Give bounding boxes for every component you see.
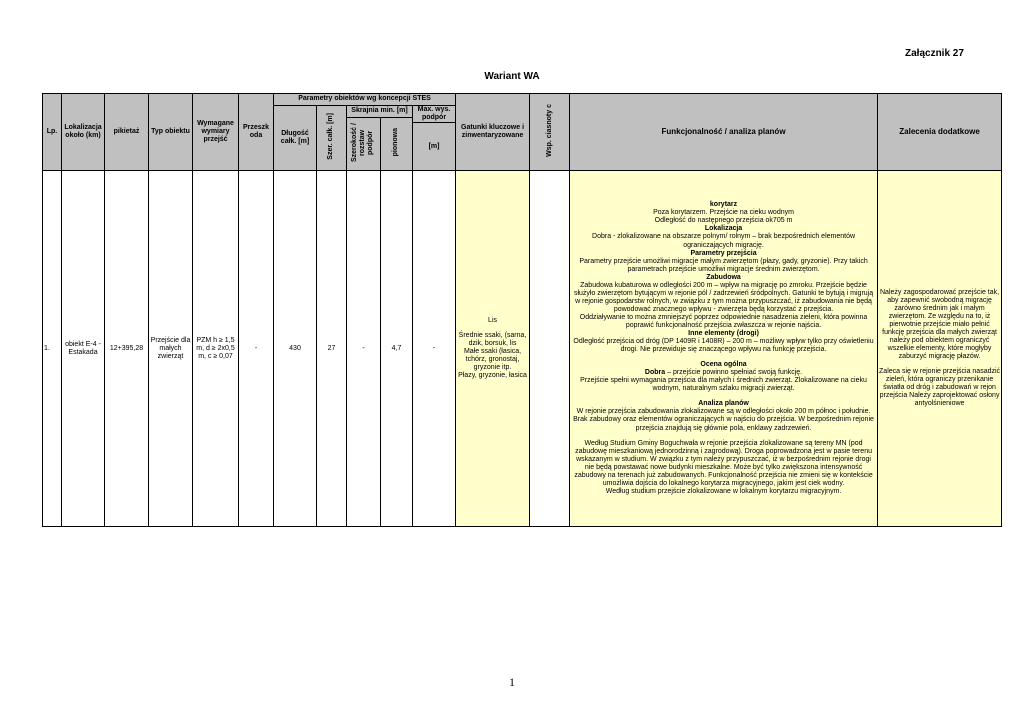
section-heading: Inne elementy (drogi) xyxy=(688,330,759,338)
col-obstacle: Przeszk oda xyxy=(239,94,274,171)
species-line: Płazy, gryzonie, łasica xyxy=(458,372,527,380)
cell-length: 430 xyxy=(274,171,317,527)
col-support-width: Szerokość / rozstaw podpór xyxy=(347,118,381,171)
cell-functionality xyxy=(570,171,878,527)
cell-width-total: 27 xyxy=(317,171,347,527)
col-max-height-group: Max. wys. podpór xyxy=(413,106,456,123)
species-line: Średnie ssaki, (sarna, dzik, borsuk, lis xyxy=(458,331,527,348)
table-row xyxy=(43,171,1002,527)
col-length: Długość całk. [m] xyxy=(274,106,317,171)
col-species: Gatunki kluczowe i zinwentaryzowane xyxy=(456,94,530,171)
attachment-label: Załącznik 27 xyxy=(905,48,964,59)
cell-location: obiekt E-4 - Estakada xyxy=(62,171,105,527)
cell-lp: 1. xyxy=(43,171,62,527)
cell-recommendations xyxy=(878,171,1002,527)
cell-tightness xyxy=(530,171,570,527)
col-clearance-group: Skrajnia min. [m] xyxy=(347,106,413,118)
col-lp: Lp. xyxy=(43,94,62,171)
col-picket: pikietaż xyxy=(105,94,149,171)
cell-max-height: - xyxy=(413,171,456,527)
paragraph xyxy=(571,369,876,377)
crossing-parameters-table xyxy=(42,93,1002,527)
paragraph: Parametry przejście umożliwi migracje małym zwierzętom (płazy, gady, gryzonie). Przy takich parametrach przejście umożliwi migracje średnim zwierzętom. xyxy=(579,257,868,273)
variant-title: Wariant WA xyxy=(484,71,540,82)
col-recommendations: Zalecenia dodatkowe xyxy=(878,94,1002,171)
paragraph: Dobra - zlokalizowane na obszarze polnym/ rolnym – brak bezpośrednich elementów ograniczających migrację. xyxy=(592,233,856,249)
species-line: Małe ssaki (łasica, tchórz, gronostaj, gryzonie itp. xyxy=(463,348,522,372)
col-location: Lokalizacja około (km) xyxy=(62,94,105,171)
section-heading: Zabudowa xyxy=(706,273,741,281)
section-heading: Ocena ogólna xyxy=(700,361,747,369)
col-required-dimensions: Wymagane wymiary przejść xyxy=(193,94,239,171)
col-width-total: Szer. całk. [m] xyxy=(317,106,347,171)
species-line: Lis xyxy=(488,316,497,324)
cell-support-width: - xyxy=(347,171,381,527)
cell-vertical: 4,7 xyxy=(381,171,413,527)
col-params-group: Parametry obiektów wg koncepcji STES xyxy=(274,94,456,106)
col-functionality: Funkcjonalność / analiza planów xyxy=(570,94,878,171)
rating-text: – przejście powinno spełniać swoją funkcję. xyxy=(665,369,803,377)
paragraph: Zabudowa kubaturowa w odległości 200 m – wpływ na migrację po zmroku. Przejście będzie służyło zwierzętom bytującym w rejonie pól / zadrzewień śródpolnych. Gatunki te bytują i migrują w rejonie gospodarstw rolnych, w związku z tym można przypuszczać, iż zabudowania nie będą powodować znacznego wpływu - zwierzęta będą korzystać z przejścia. xyxy=(573,281,874,313)
cell-picket: 12+395,28 xyxy=(105,171,149,527)
col-vertical: pionowa xyxy=(381,118,413,171)
section-heading: Parametry przejścia xyxy=(690,249,757,257)
section-heading: Lokalizacja xyxy=(704,225,743,233)
col-tightness: Wsp. ciasnoty c xyxy=(530,94,570,171)
paragraph: Przejście spełni wymagania przejścia dla małych i średnich zwierząt. Zlokalizowane na cieku wodnym, naturalnym szlaku migracji zwierząt. xyxy=(580,377,867,393)
cell-obstacle: - xyxy=(239,171,274,527)
page-number: 1 xyxy=(509,675,515,689)
paragraph: Zaleca się w rejonie przejścia nasadzić zieleń, która ograniczy przenikanie światła od dróg i zabudowań w rejon przejścia Należy zaprojektować osłony antyolśnieniowe xyxy=(879,368,1001,408)
rating-value: Dobra xyxy=(644,369,666,377)
col-max-height-unit: [m] xyxy=(413,123,456,171)
paragraph: Oddziaływanie to można zmniejszyć poprzez odpowiednie nasadzenia zieleni, która powinna poprawić funkcjonalność przejścia zwłaszcza w rejonie najścia. xyxy=(579,313,868,329)
paragraph: W rejonie przejścia zabudowania zlokalizowane są w odległości około 200 m północ i południe. Brak zabudowy oraz elementów ograniczających w najściu do przejścia. W bezpośrednim rejonie przejścia znajdują się głównie pola, enklawy zadrzewień. xyxy=(573,408,874,432)
paragraph: Odległość do następnego przejścia ok705 m xyxy=(654,217,793,225)
paragraph: Według Studium Gminy Boguchwała w rejonie przejścia zlokalizowane są tereny MN (pod zabudowę mieszkaniową jednorodzinną i zagrodową). Droga poprowadzona jest w pasie terenu wskazanym w studium. W związku z tym należy przypuszczać, iż w bezpośrednim rejonie drogi nie będą powstawać nowe budynki mieszkalne. Może być tylko zwiększona intensywność zabudowy na terenach już zabudowanych. Funkcjonalność przejścia nie zmieni się w kontekście umożliwia dojścia do lokalnego korytarza migracyjnego, jakim jest ciek wodny. xyxy=(574,439,873,487)
section-heading: Analiza planów xyxy=(698,400,749,408)
paragraph: Odległość przejścia od dróg (DP 1409R i 1408R) – 200 m – możliwy wpływ tylko przy oświetleniu drogi. Nie przewiduje się znaczącego wpływu na funkcję przejścia. xyxy=(573,338,874,354)
cell-required-dimensions: PZM h ≥ 1,5 m, d ≥ 2x0,5 m, c ≥ 0,07 xyxy=(193,171,239,527)
cell-species xyxy=(456,171,530,527)
paragraph: Poza korytarzem. Przejście na cieku wodnym xyxy=(653,209,794,217)
paragraph: Według studium przejście zlokalizowane w lokalnym korytarzu migracyjnym. xyxy=(605,487,842,495)
col-type: Typ obiektu xyxy=(149,94,193,171)
cell-type: Przejście dla małych zwierząt xyxy=(149,171,193,527)
section-heading: korytarz xyxy=(709,201,738,209)
paragraph: Należy zagospodarować przejście tak, aby zapewnić swobodną migrację zarówno średnim jak i małym zwierzętom. Ze względu na to, iż pierwotnie przejście miało pełnić funkcję przejścia dla małych zwierząt należy pod obiektem ograniczyć wszelkie elementy, które mogłyby zaburzyć migrację płazów. xyxy=(880,288,1000,361)
